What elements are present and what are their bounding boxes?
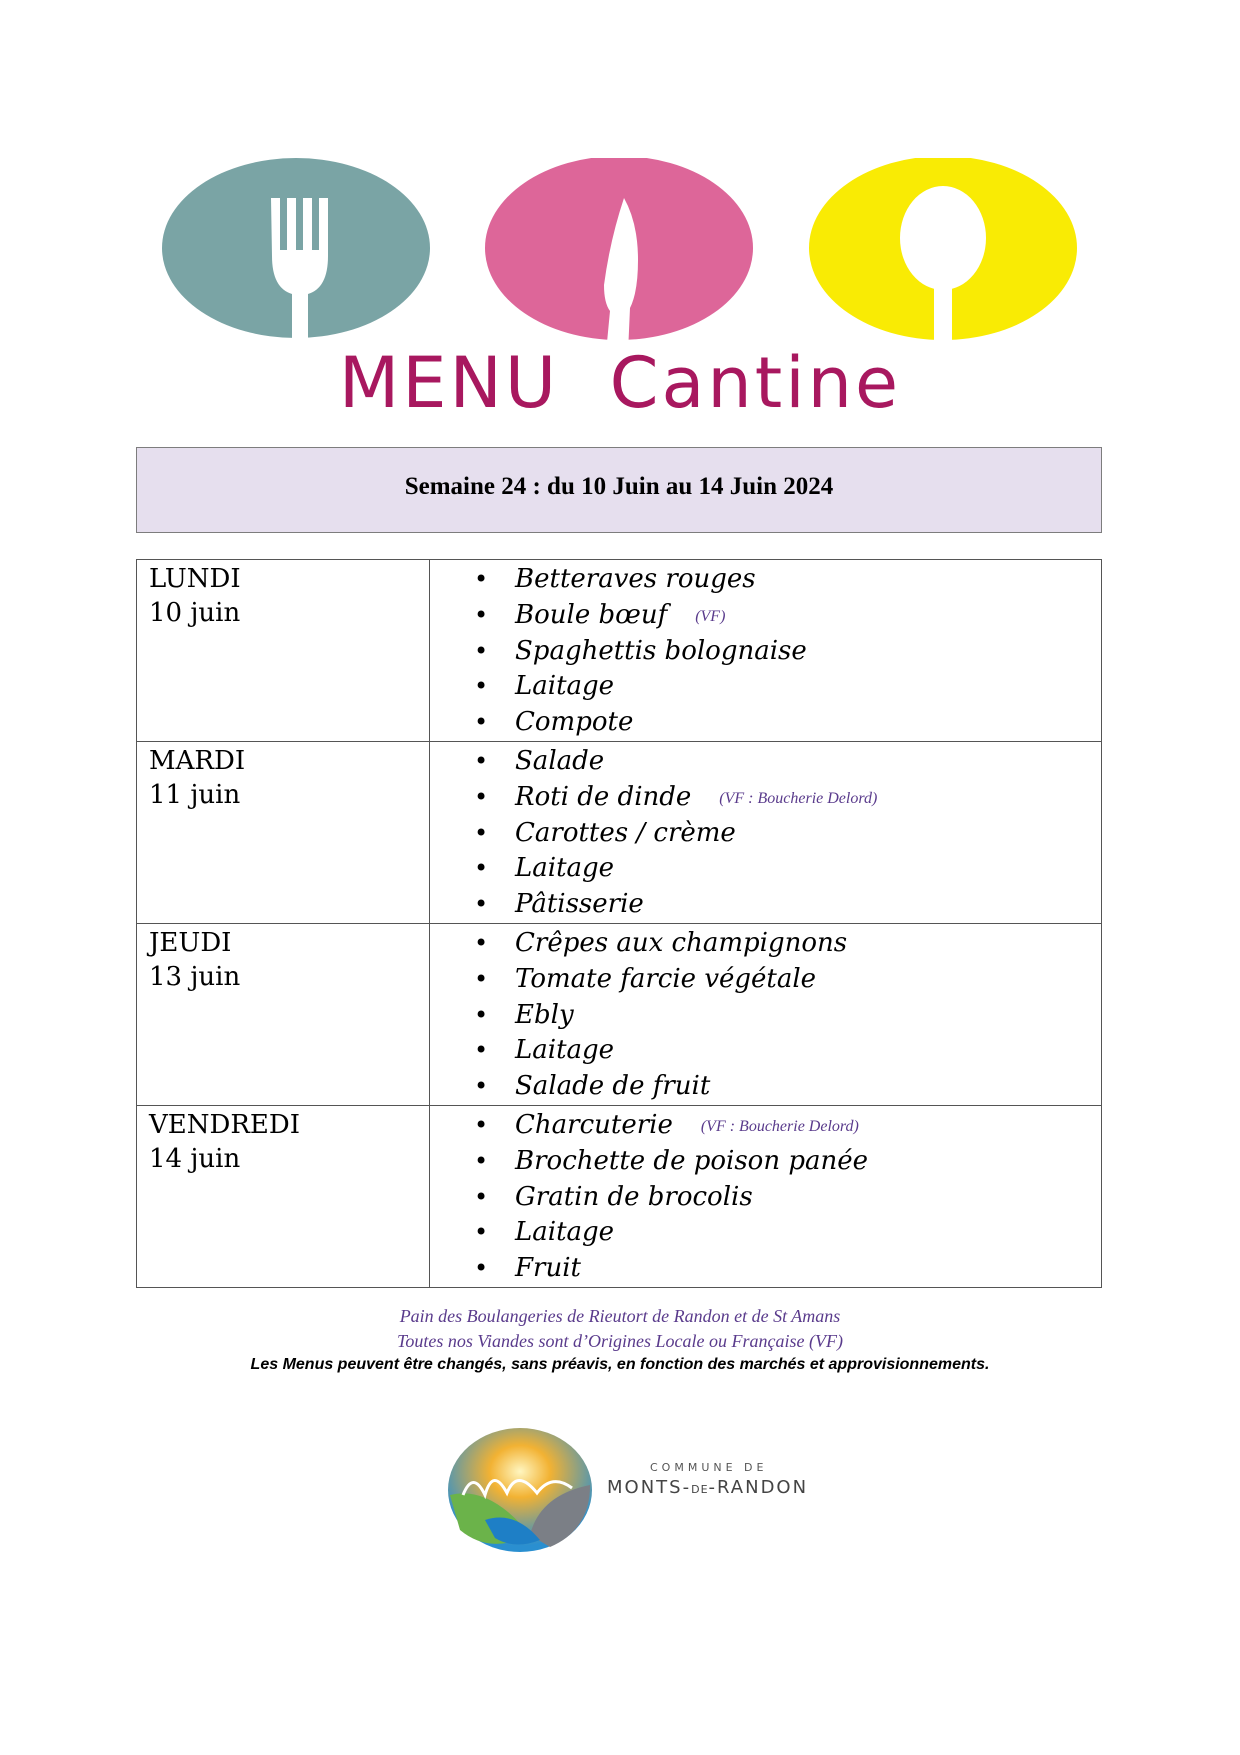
menu-title: MENU Cantine <box>338 342 902 424</box>
dishes-cell <box>430 560 1102 742</box>
dish-name: Tomate farcie végétale <box>515 963 817 994</box>
dish-item <box>474 598 1101 634</box>
spoon-icon <box>809 158 1077 348</box>
dish-item <box>474 744 1101 780</box>
dish-name: Fruit <box>515 1253 581 1284</box>
bullet-icon: • <box>474 1218 489 1247</box>
menu-row-vendredi <box>137 1105 1102 1287</box>
dishes-cell <box>430 1105 1102 1287</box>
day-date: 14 juin <box>149 1143 241 1174</box>
day-date: 10 juin <box>149 598 241 628</box>
menu-table-body <box>137 560 1102 1288</box>
bullet-icon: • <box>474 565 489 593</box>
dish-item <box>474 780 1101 816</box>
dish-name: Laitage <box>515 671 615 702</box>
dish-item <box>474 962 1101 998</box>
bullet-icon: • <box>474 890 489 919</box>
day-cell <box>137 741 430 923</box>
dish-name: Spaghettis bolognaise <box>515 635 807 666</box>
dish-origin-note: (VF) <box>695 607 726 625</box>
dish-name: Laitage <box>515 853 615 884</box>
dish-item <box>474 705 1101 741</box>
dish-origin-note: (VF : Boucherie Delord) <box>719 789 878 807</box>
dish-name: Gratin de brocolis <box>515 1181 753 1212</box>
dish-item <box>474 562 1101 598</box>
bullet-icon: • <box>474 1254 489 1283</box>
fork-icon <box>162 158 430 348</box>
dish-name: Salade de fruit <box>515 1071 711 1102</box>
bullet-icon: • <box>474 1072 489 1101</box>
bullet-icon: • <box>474 964 489 993</box>
dish-item <box>474 1108 1101 1144</box>
footer <box>0 1304 1240 1376</box>
day-name: MARDI <box>149 745 246 776</box>
dish-item <box>474 1251 1101 1287</box>
dish-item <box>474 926 1101 962</box>
week-title: Semaine 24 : du 10 Juin au 14 Juin 2024 <box>404 473 834 500</box>
bullet-icon: • <box>474 854 489 883</box>
bullet-icon: • <box>474 1146 489 1175</box>
dish-name: Laitage <box>515 1035 615 1066</box>
dish-list <box>430 926 1101 1105</box>
day-name: JEUDI <box>149 927 232 958</box>
commune-name: MONTS-DE-RANDON <box>607 1477 809 1498</box>
dish-list <box>430 562 1101 741</box>
day-date: 11 juin <box>149 779 241 810</box>
dish-name: Boule bœuf <box>515 599 668 630</box>
menu-change-warning: Les Menus peuvent être changés, sans préavis, en fonction des marchés et approvisionnements. <box>250 1356 990 1373</box>
bullet-icon: • <box>474 708 489 737</box>
dish-item <box>474 1069 1101 1105</box>
dish-item <box>474 851 1101 887</box>
dishes-cell <box>430 923 1102 1105</box>
dish-name: Ebly <box>515 999 574 1030</box>
menu-cantine-logo <box>0 0 1240 430</box>
bread-note: Pain des Boulangeries de Rieutort de Randon et de St Amans <box>399 1306 841 1326</box>
bullet-icon: • <box>474 1036 489 1065</box>
bullet-icon: • <box>474 636 489 665</box>
knife-icon <box>485 158 753 348</box>
week-banner <box>136 447 1102 533</box>
dish-item <box>474 998 1101 1034</box>
meat-origin-note: Toutes nos Viandes sont d’Origines Locale ou Française (VF) <box>397 1331 843 1351</box>
bullet-icon: • <box>474 600 489 629</box>
menu-row-jeudi <box>137 923 1102 1105</box>
dish-item <box>474 634 1101 670</box>
dish-origin-note: (VF : Boucherie Delord) <box>700 1117 859 1135</box>
dish-item <box>474 1144 1101 1180</box>
dish-list <box>430 744 1101 923</box>
dish-list <box>430 1108 1101 1287</box>
bullet-icon: • <box>474 1110 489 1139</box>
day-date: 13 juin <box>149 961 241 992</box>
dish-name: Pâtisserie <box>515 889 644 920</box>
bullet-icon: • <box>474 818 489 847</box>
dish-item <box>474 1033 1101 1069</box>
bullet-icon: • <box>474 746 489 775</box>
dish-name: Crêpes aux champignons <box>515 927 848 958</box>
dish-name: Carottes / crème <box>515 817 736 848</box>
commune-logo <box>445 1425 845 1555</box>
dish-item <box>474 887 1101 923</box>
commune-label: COMMUNE DE <box>650 1461 768 1474</box>
menu-table <box>136 559 1102 1288</box>
utensil-ovals-graphic <box>162 158 1082 348</box>
dish-item <box>474 669 1101 705</box>
dish-item <box>474 1180 1101 1216</box>
dish-name: Betteraves rouges <box>515 564 756 594</box>
bullet-icon: • <box>474 928 489 957</box>
dish-name: Salade <box>515 745 605 776</box>
bullet-icon: • <box>474 782 489 811</box>
dish-item <box>474 1215 1101 1251</box>
day-cell <box>137 560 430 742</box>
bullet-icon: • <box>474 672 489 701</box>
dish-name: Roti de dinde <box>515 781 692 812</box>
dish-name: Charcuterie <box>515 1109 673 1140</box>
dish-item <box>474 816 1101 852</box>
dish-name: Laitage <box>515 1217 615 1248</box>
dish-name: Compote <box>515 707 634 738</box>
bullet-icon: • <box>474 1182 489 1211</box>
menu-row-lundi <box>137 560 1102 742</box>
dishes-cell <box>430 741 1102 923</box>
dish-name: Brochette de poison panée <box>515 1145 869 1176</box>
day-name: LUNDI <box>149 564 241 594</box>
day-name: VENDREDI <box>149 1109 301 1140</box>
menu-row-mardi <box>137 741 1102 923</box>
bullet-icon: • <box>474 1000 489 1029</box>
day-cell <box>137 923 430 1105</box>
commune-globe-icon <box>445 1425 595 1555</box>
day-cell <box>137 1105 430 1287</box>
